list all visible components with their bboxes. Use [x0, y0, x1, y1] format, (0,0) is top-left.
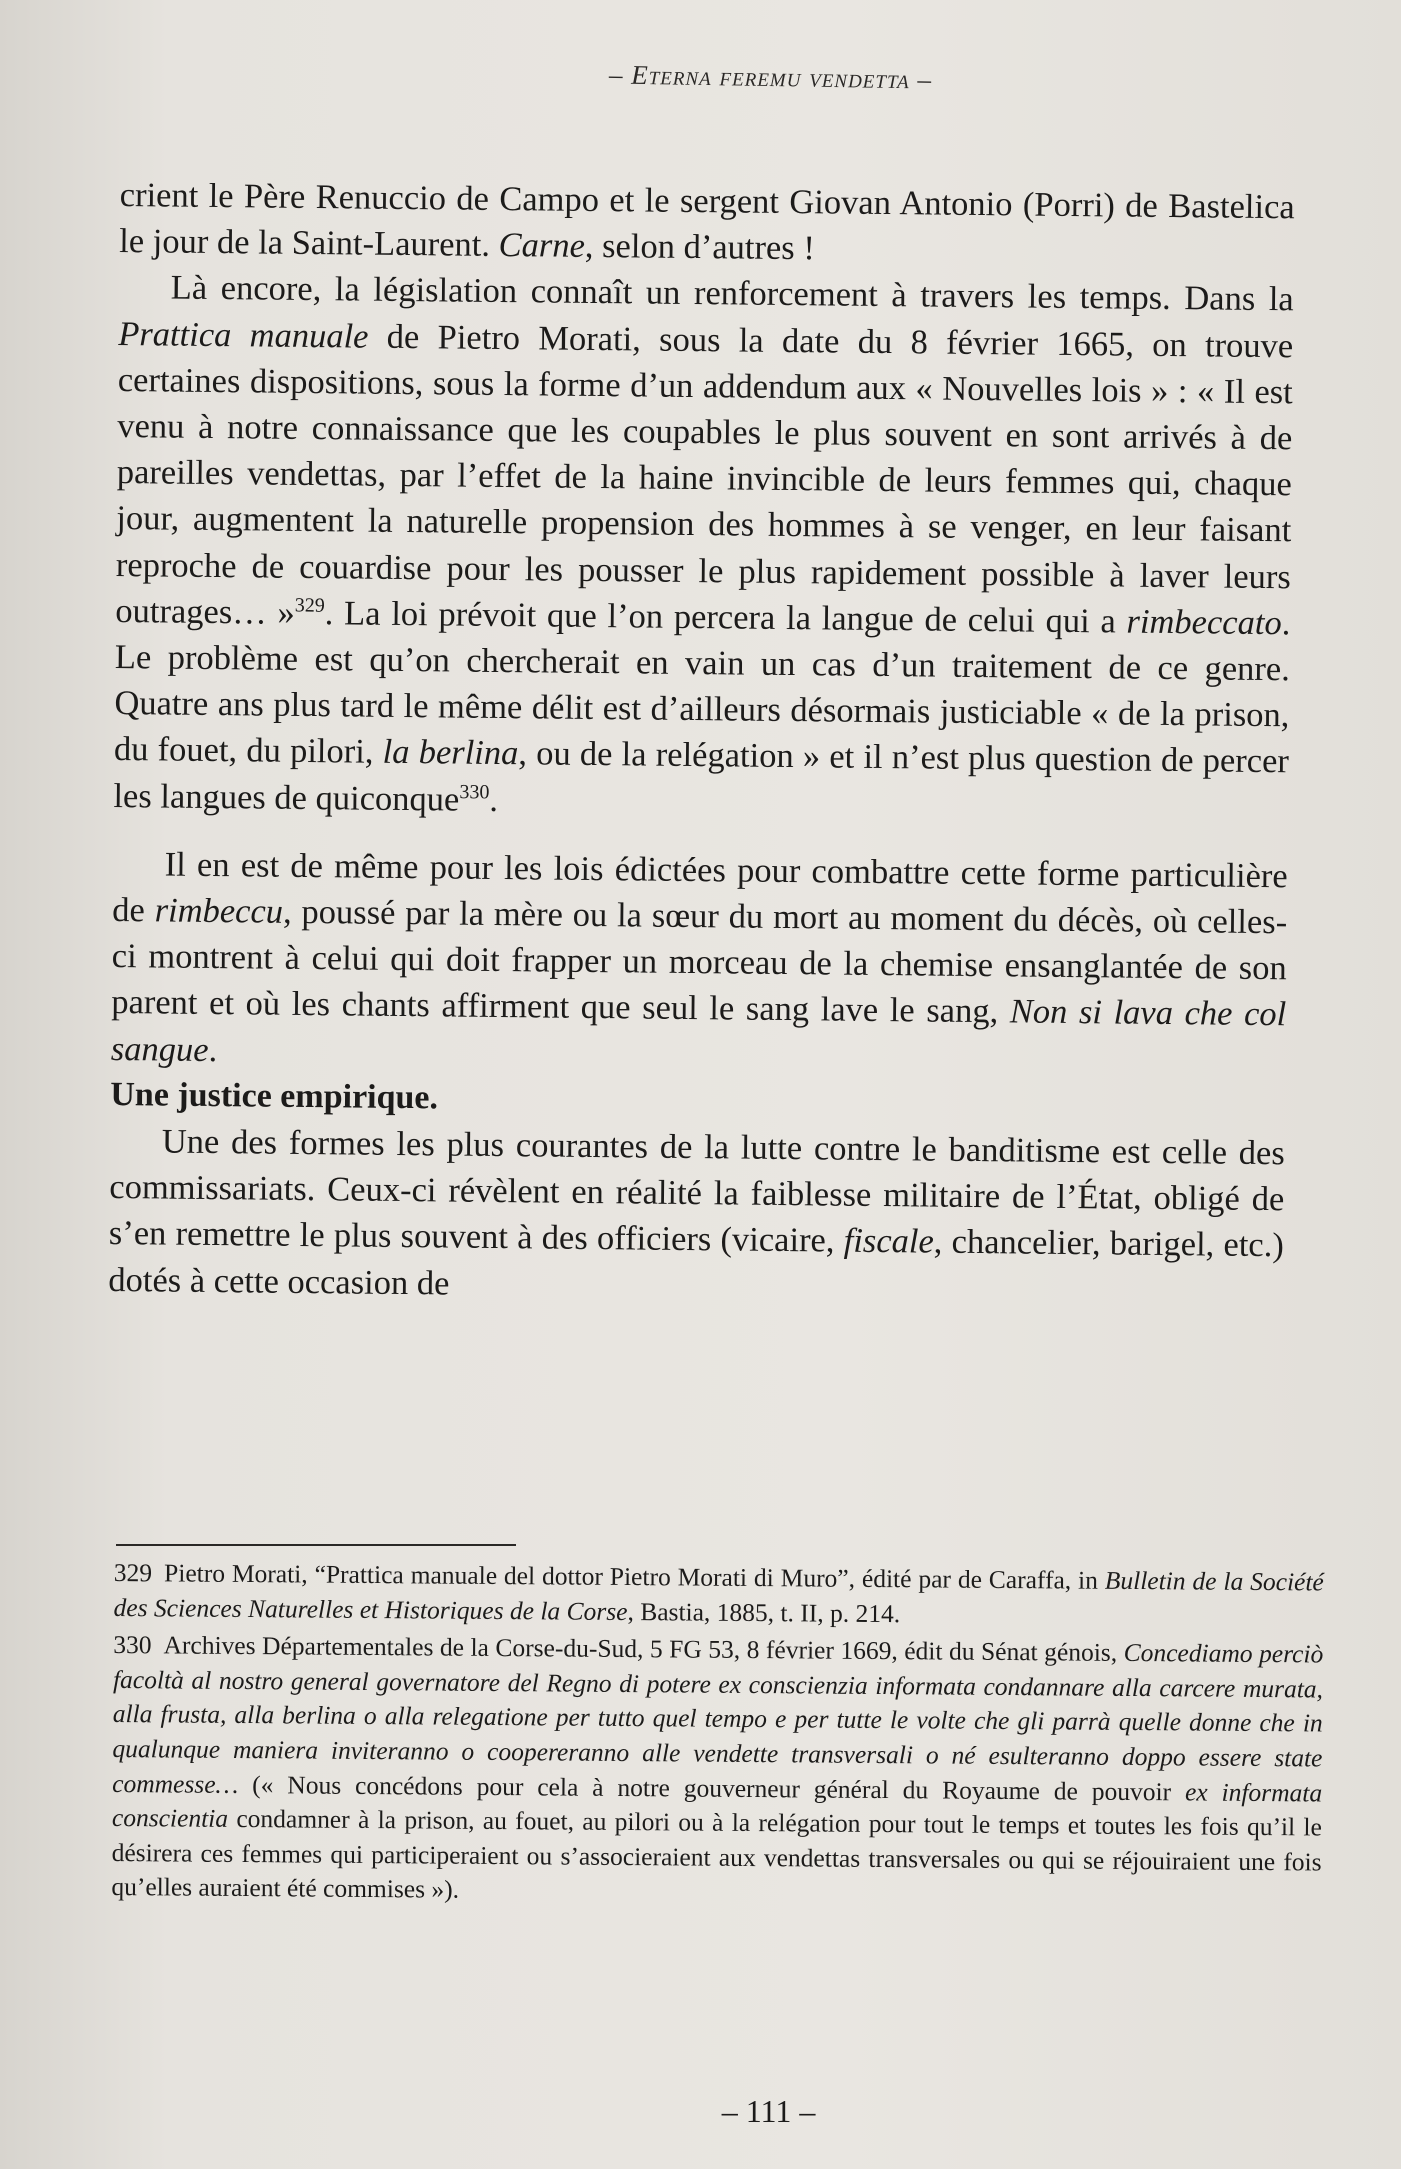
footnote-number: 330 [113, 1630, 152, 1660]
footnote-rule [116, 1544, 516, 1546]
paragraph-3: Il en est de même pour les lois édictées pour combattre cette forme particulière de rimbeccu, poussé par la mère ou la sœur du mort au moment du décès, où celles-ci montrent à celui qui doit frapper un morceau de la chemise ensanglantée de son parent et où les chants affirment que seul le sang lave le sang, Non si lava che col sangue. [110, 845, 1288, 1069]
section-heading: Une justice empirique. [110, 1075, 439, 1117]
body-text [108, 172, 1295, 1315]
footnote-330: 330 Archives Départementales de la Corse-du-Sud, 5 FG 53, 8 février 1669, édit du Sénat génois, Concediamo perciò facoltà al nostro general governatore del Regno di potere ex conscienzia informata condannare alla carcere murata, alla frusta, alla berlina o alla relegatione per tutto quel tempo e per tutte le volte che gli parrà quelle donne che in qualunque maniera inviteranno o coopereranno alle vendette transversali o né esulteranno doppo essere state commesse… (« Nous concédons pour cela à notre gouverneur général du Royaume de pouvoir ex informata conscientia condamner à la prison, au fouet, au pilori ou à la relégation pour tout le temps et toutes les fois qu’il le désirera ces femmes qui participeraient ou s’associeraient aux vendettas transversales ou qui se réjouiraient une fois qu’elles auraient été commises »). [111, 1630, 1324, 1905]
running-head-text: – Eterna feremu vendetta – [608, 59, 933, 95]
paragraph-1: crient le Père Renuccio de Campo et le sergent Giovan Antonio (Porri) de Bastelica le jour de la Saint-Laurent. Carne, selon d’autres ! [119, 175, 1295, 268]
paragraph-4: Une des formes les plus courantes de la lutte contre le banditisme est celle des commissariats. Ceux-ci révèlent en réalité la faiblesse militaire de l’État, obligé de s’en remettre le plus souvent à des officiers (vicaire, fiscale, chancelier, barigel, etc.) dotés à cette occasion de [108, 1122, 1285, 1303]
footnote-ref-329[interactable]: 329 [294, 594, 325, 617]
page-number: – 111 – [721, 2093, 816, 2129]
footnotes [111, 1556, 1324, 1917]
footnote-ref-330[interactable]: 330 [459, 780, 490, 804]
footnote-number: 329 [113, 1557, 153, 1588]
paragraph-2: Là encore, la législation connaît un renforcement à travers les temps. Dans la Prattica manuale de Pietro Morati, sous la date du 8 février 1665, on trouve certaines dispositions, sous la forme d’un addendum aux « Nouvelles lois » : « Il est venu à notre connaissance que les coupables le plus souvent en sont arrivés à de pareilles vendettas, par l’effet de la haine invincible de leurs femmes qui, chaque jour, augmentent la naturelle propension des hommes à se venger, en leur faisant reproche de couardise pour les pousser le plus rapidement possible à laver leurs outrages… »$^{329}$. La loi prévoit que l’on percera la langue de celui qui a rimbeccato. Le problème est qu’on chercherait en vain un cas d’un traitement de ce genre. Quatre ans plus tard le même délit est d’ailleurs désormais justiciable « de la prison, du fouet, du pilori, la berlina, ou de la relégation » et il n’est plus question de percer les langues de quiconque$^{330}$. [113, 268, 1294, 819]
running-head [70, 51, 1401, 104]
footnote-329: 329 Pietro Morati, “Prattica manuale del dottor Pietro Morati di Muro”, édité par de Caraffa, in Bulletin de la Société des Sciences Naturelles et Historiques de la Corse, Bastia, 1885, t. II, p. 214. [113, 1557, 1324, 1628]
